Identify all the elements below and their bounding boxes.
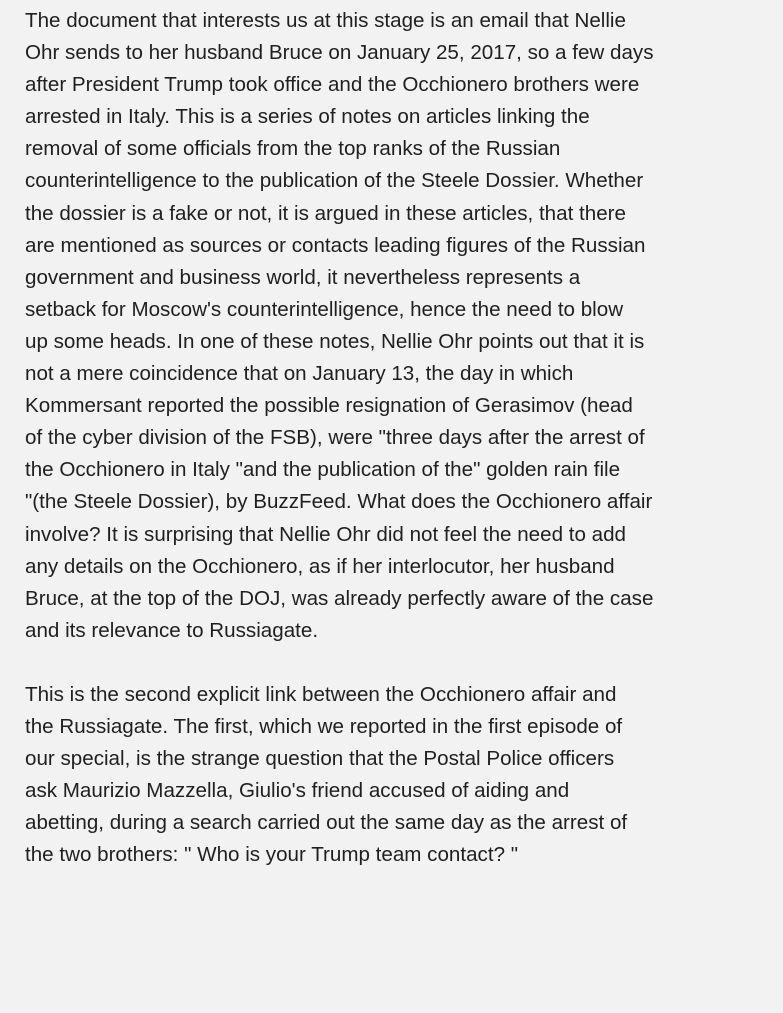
paragraph-line: ask Maurizio Mazzella, Giulio's friend accused of aiding and — [25, 779, 570, 803]
paragraph-1 — [25, 5, 775, 647]
paragraph-2 — [25, 679, 775, 872]
paragraph-line: setback for Moscow's counterintelligence, hence the need to blow — [25, 297, 624, 321]
paragraph-line: "(the Steele Dossier), by BuzzFeed. What does the Occhionero affair — [25, 490, 653, 514]
paragraph-line: Ohr sends to her husband Bruce on January 25, 2017, so a few days — [25, 41, 654, 65]
paragraph-line: of the cyber division of the FSB), were "three days after the arrest of — [25, 426, 645, 450]
article-body — [25, 5, 775, 871]
paragraph-line: abetting, during a search carried out the same day as the arrest of — [25, 811, 628, 835]
paragraph-line: any details on the Occhionero, as if her interlocutor, her husband — [25, 554, 615, 578]
paragraph-line: the Occhionero in Italy "and the publication of the" golden rain file — [25, 458, 621, 482]
paragraph-line: the Russiagate. The first, which we reported in the first episode of — [25, 714, 623, 738]
paragraph-spacer — [25, 647, 775, 679]
paragraph-line: and its relevance to Russiagate. — [25, 618, 319, 642]
paragraph-line: after President Trump took office and the Occhionero brothers were — [25, 73, 640, 97]
paragraph-line: up some heads. In one of these notes, Nellie Ohr points out that it is — [25, 329, 645, 353]
paragraph-line: Bruce, at the top of the DOJ, was already perfectly aware of the case — [25, 586, 654, 610]
paragraph-line: the two brothers: " Who is your Trump team contact? " — [25, 843, 519, 867]
paragraph-line: involve? It is surprising that Nellie Ohr did not feel the need to add — [25, 522, 626, 546]
paragraph-line: The document that interests us at this stage is an email that Nellie — [25, 9, 626, 32]
paragraph-line: counterintelligence to the publication of the Steele Dossier. Whether — [25, 169, 644, 193]
paragraph-line: are mentioned as sources or contacts leading figures of the Russian — [25, 233, 646, 257]
paragraph-line: not a mere coincidence that on January 13, the day in which — [25, 362, 574, 386]
paragraph-line: This is the second explicit link between the Occhionero affair and — [25, 682, 617, 706]
paragraph-line: Kommersant reported the possible resignation of Gerasimov (head — [25, 394, 633, 418]
paragraph-line: arrested in Italy. This is a series of notes on articles linking the — [25, 105, 590, 129]
paragraph-line: our special, is the strange question that the Postal Police officers — [25, 747, 615, 771]
paragraph-line: the dossier is a fake or not, it is argued in these articles, that there — [25, 201, 626, 225]
paragraph-line: removal of some officials from the top ranks of the Russian — [25, 137, 561, 161]
paragraph-line: government and business world, it nevertheless represents a — [25, 265, 581, 289]
